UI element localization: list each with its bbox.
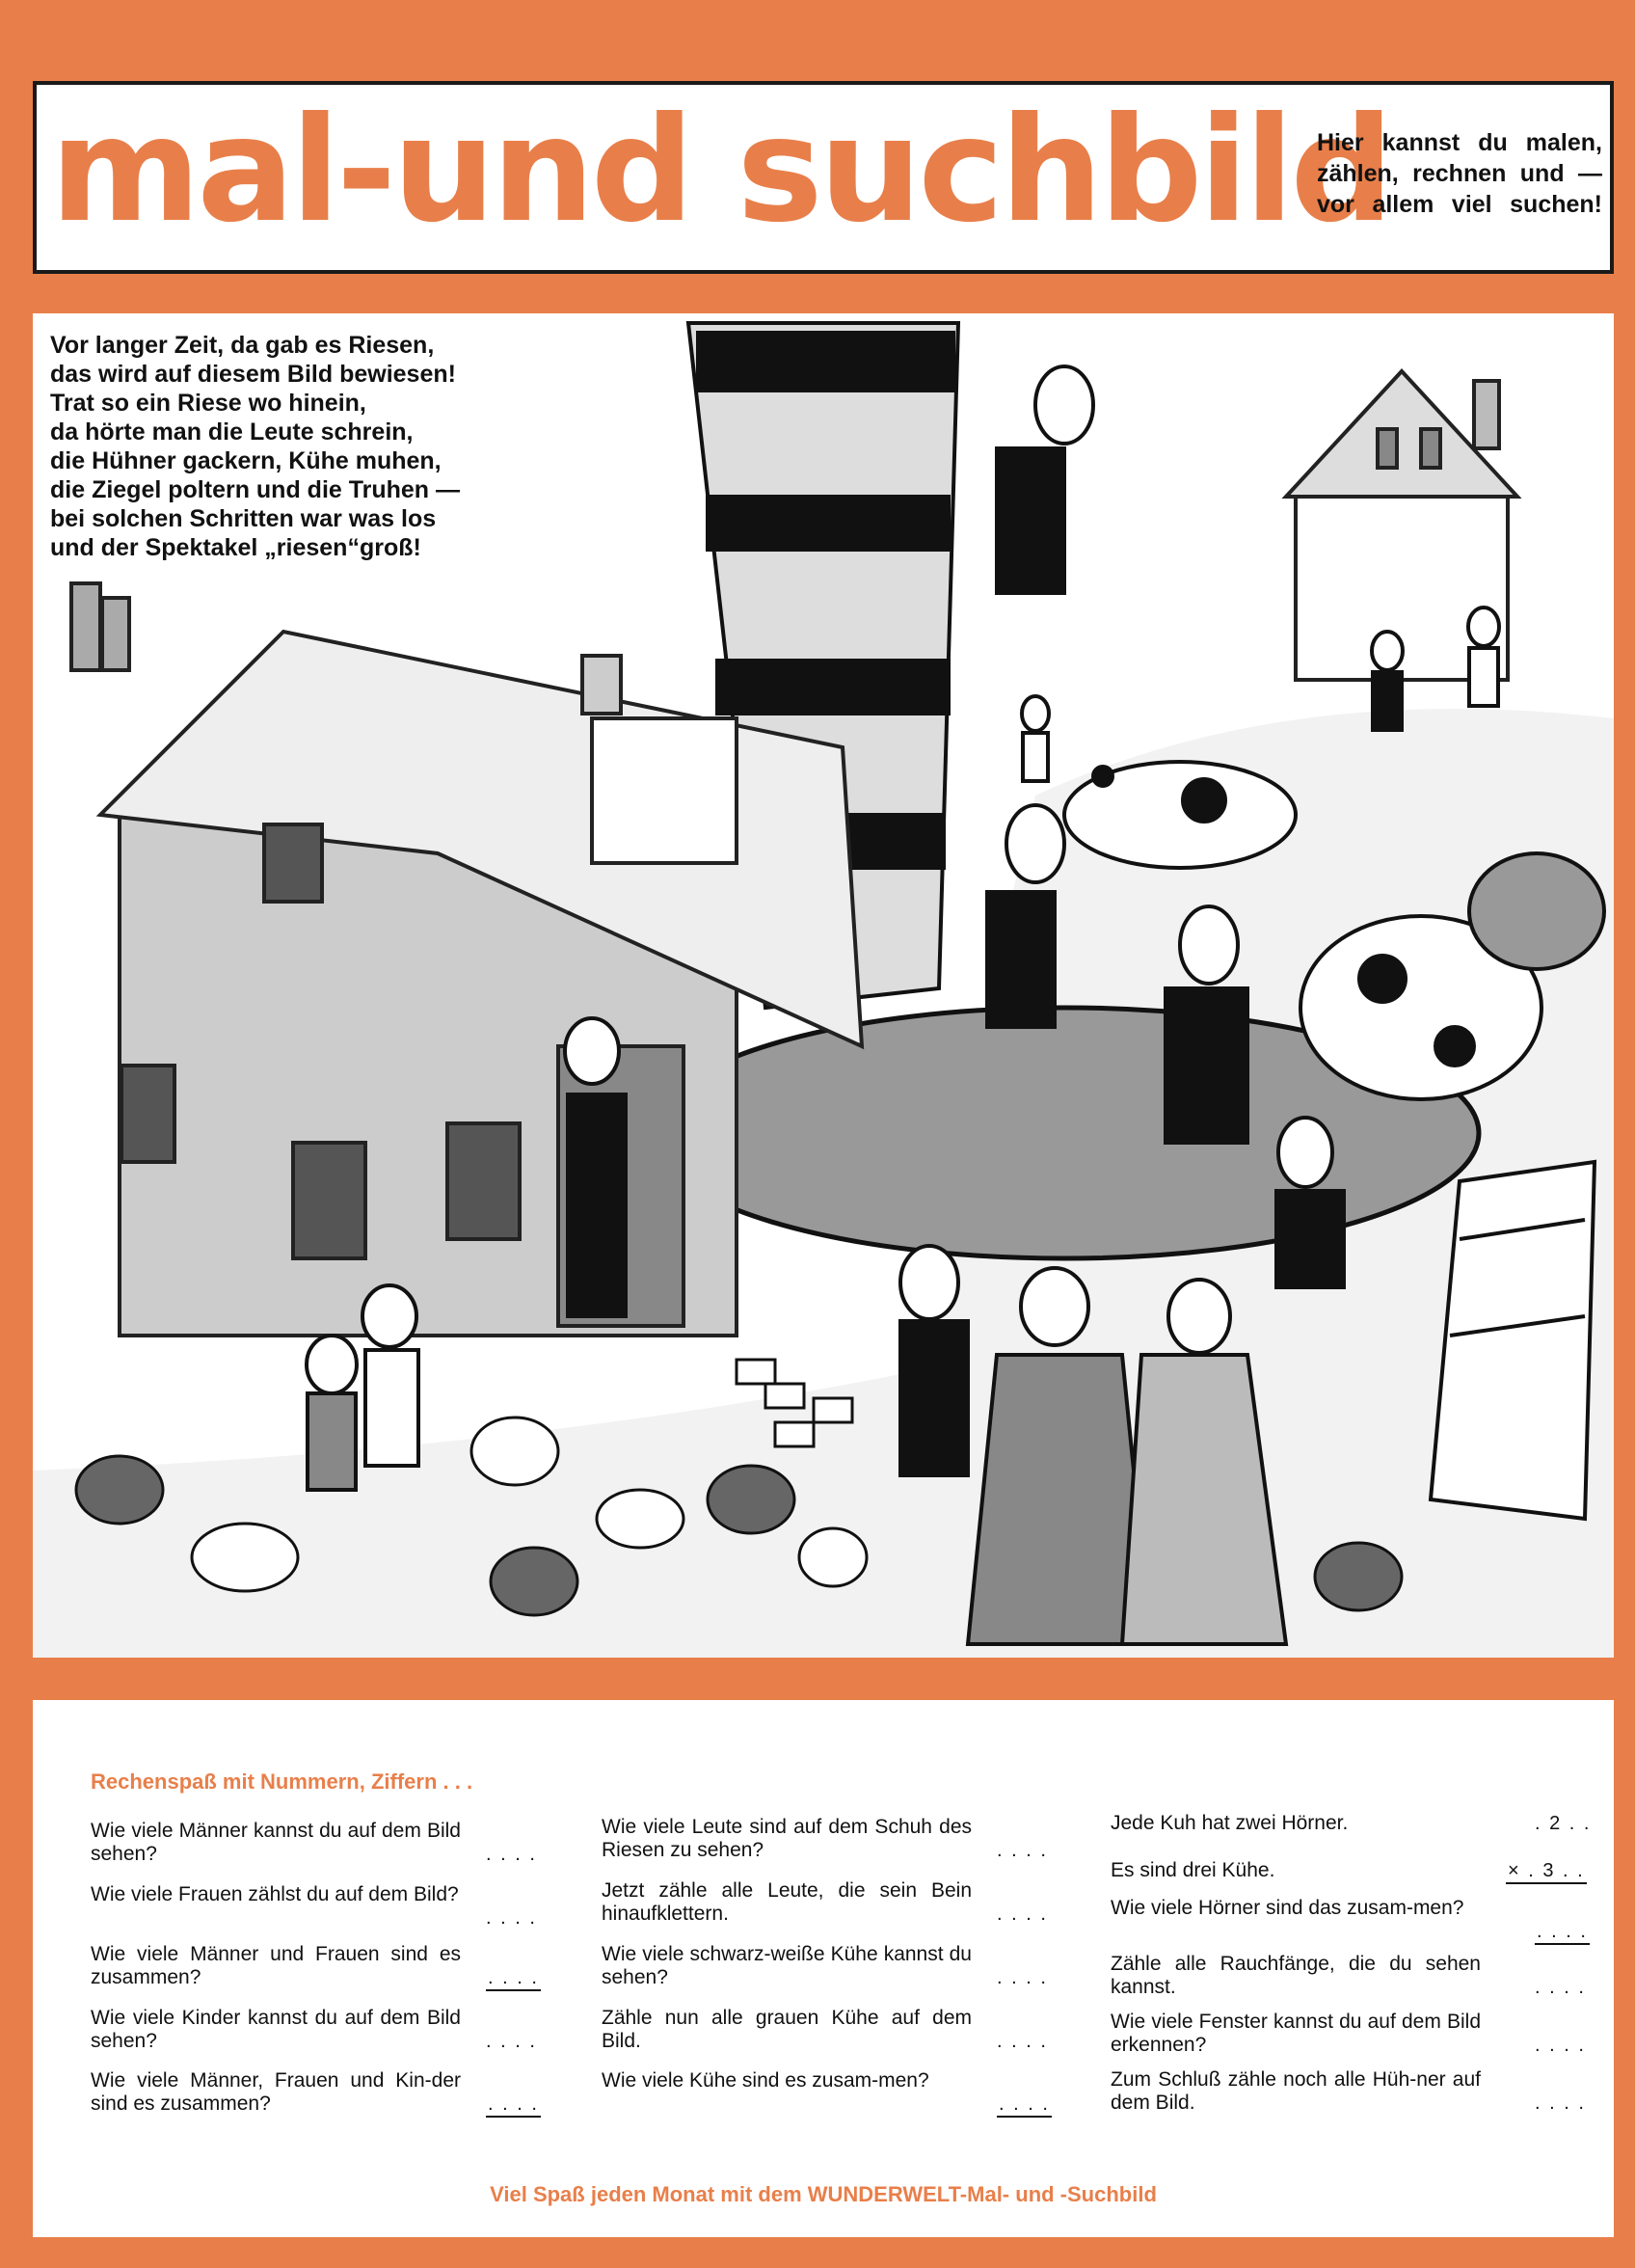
answer-field[interactable]: . . . . [1535,1920,1590,1945]
question-text: Es sind drei Kühe. [1111,1859,1275,1881]
poem-line: und der Spektakel „riesen“groß! [50,534,421,561]
answer-field[interactable]: . . . . [486,2092,541,2118]
question-text: Wie viele Fenster kannst du auf dem Bild erkennen? [1111,2011,1481,2056]
question-text: Wie viele Kinder kannst du auf dem Bild sehen? [91,2007,461,2052]
quiz-heading: Rechenspaß mit Nummern, Ziffern . . . [91,1769,473,1794]
answer-field[interactable]: . . . . [1535,1977,1586,1998]
poem-line: Trat so ein Riese wo hinein, [50,390,366,417]
answer-field[interactable]: × . 3 . . [1506,1859,1587,1884]
question-text: Wie viele Frauen zählst du auf dem Bild? [91,1883,459,1905]
question-text: Wie viele Männer, Frauen und Kin-der sind es zusammen? [91,2069,461,2115]
question-text: Wie viele Leute sind auf dem Schuh des Riesen zu sehen? [602,1816,972,1861]
answer-field[interactable]: . . . . [997,2031,1048,2052]
question-text: Wie viele Männer kannst du auf dem Bild sehen? [91,1820,461,1865]
question-text: Jede Kuh hat zwei Hörner. [1111,1812,1349,1834]
answer-field[interactable]: . . . . [1535,2035,1586,2056]
intro-text [1317,127,1602,220]
broken-chest [1431,1162,1595,1519]
answer-field[interactable]: . . . . [997,1967,1048,1988]
page-title: mal-und suchbild [50,87,1390,255]
question-text: Zähle nun alle grauen Kühe auf dem Bild. [602,2007,972,2052]
intro-line: Hier kannst du malen, [1317,129,1602,156]
footer-text: Viel Spaß jeden Monat mit dem WUNDERWELT-Mal- und -Suchbild [490,2182,1157,2206]
title-banner [33,81,1614,274]
answer-field[interactable]: . . . . [997,1904,1048,1925]
question-text: Wie viele Hörner sind das zusam-men? [1111,1897,1464,1919]
question-text: Jetzt zähle alle Leute, die sein Bein hinaufklettern. [602,1879,972,1925]
poem-line: Vor langer Zeit, da gab es Riesen, [50,332,435,359]
answer-field[interactable]: . . . . [486,1844,537,1865]
question-text: Zum Schluß zähle noch alle Hüh-ner auf dem Bild. [1111,2068,1481,2114]
poem [50,331,551,562]
illustration-panel [33,313,1614,1658]
answer-field[interactable]: . . . . [486,1966,541,1991]
poem-line: die Ziegel poltern und die Truhen — [50,476,461,503]
question-text: Zähle alle Rauchfänge, die du sehen kannst. [1111,1953,1481,1998]
intro-line: vor allem viel suchen! [1317,191,1602,218]
intro-line: zählen, rechnen und — [1317,160,1602,187]
answer-field[interactable]: . . . . [486,2031,537,2052]
answer-field[interactable]: . 2 . . [1535,1813,1592,1834]
poem-line: das wird auf diesem Bild bewiesen! [50,361,456,388]
answer-field[interactable]: . . . . [997,2092,1052,2118]
quiz-box [33,1700,1614,2237]
answer-field[interactable]: . . . . [1535,2092,1586,2114]
poem-line: bei solchen Schritten war was los [50,505,437,532]
question-text: Wie viele Kühe sind es zusam-men? [602,2069,929,2092]
answer-field[interactable]: . . . . [486,1907,537,1929]
poem-line: da hörte man die Leute schrein, [50,418,414,446]
poem-line: die Hühner gackern, Kühe muhen, [50,447,442,474]
question-text: Wie viele schwarz-weiße Kühe kannst du sehen? [602,1943,972,1988]
answer-field[interactable]: . . . . [997,1840,1048,1861]
question-text: Wie viele Männer und Frauen sind es zusammen? [91,1943,461,1988]
